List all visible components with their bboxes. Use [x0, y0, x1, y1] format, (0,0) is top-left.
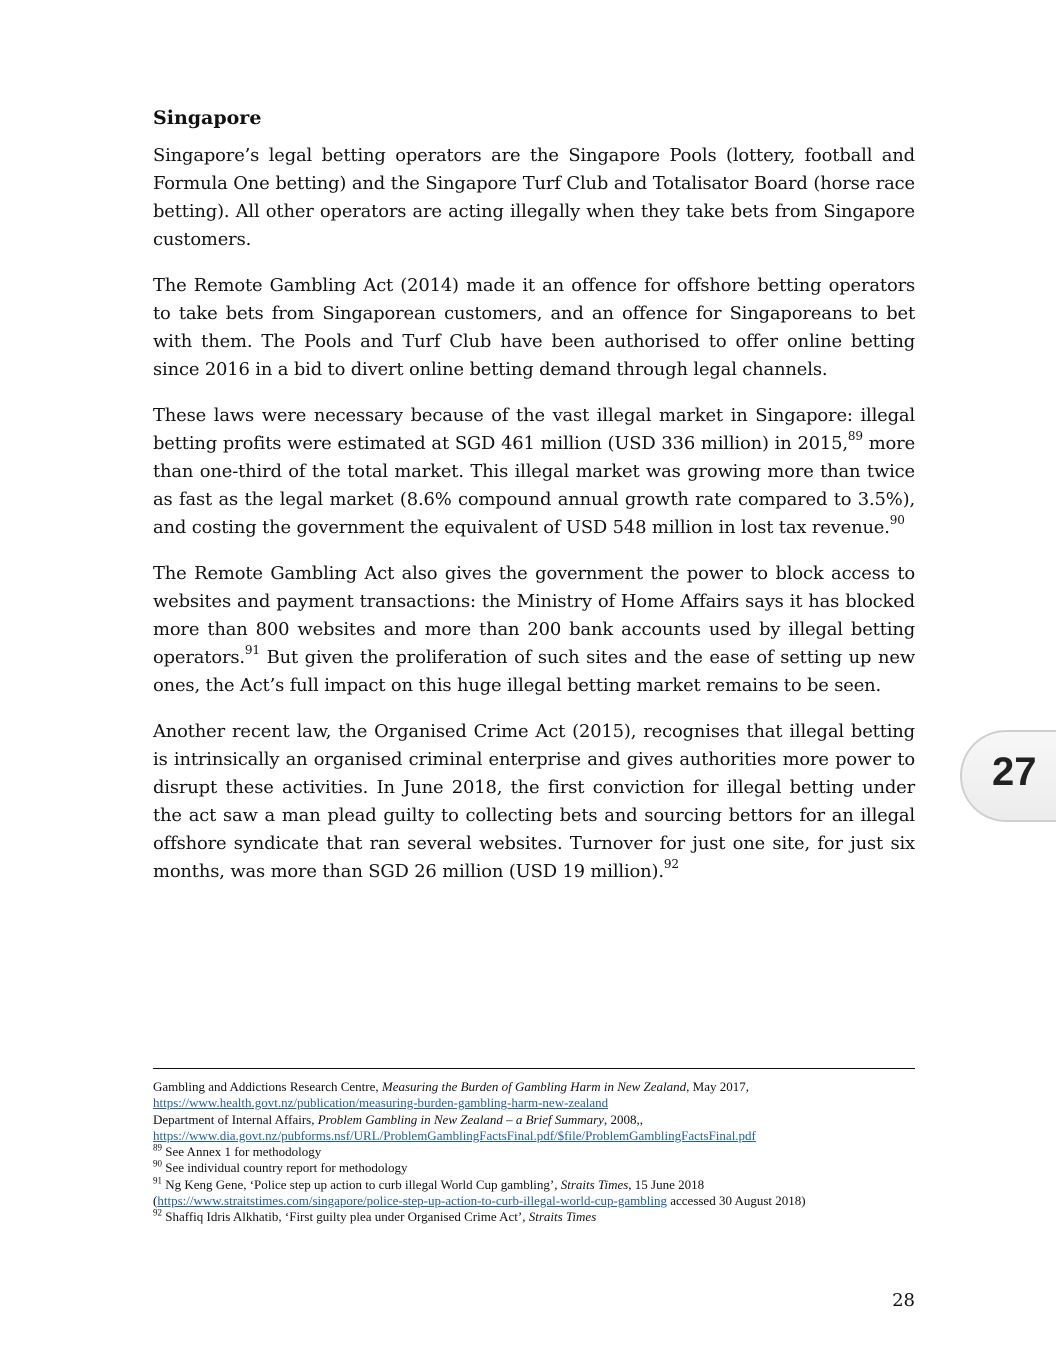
footnote-89: [153, 1144, 915, 1160]
footnote-line: [153, 1193, 915, 1209]
footnote-text: Shaffiq Idris Alkhatib, ‘First guilty plea under Organised Crime Act’,: [162, 1209, 529, 1225]
footnote-text: Ng Keng Gene, ‘Police step up action to curb illegal World Cup gambling’,: [162, 1176, 561, 1192]
paragraph-2: [153, 272, 915, 384]
paragraph-text: Singapore’s legal betting operators are the Singapore Pools (lottery, football and Formula One betting) and the Singapore Turf Club and Totalisator Board (horse race betting). All other operators are acting illegally when they take bets from Singapore customers.: [153, 145, 915, 250]
footnote-link[interactable]: https://www.straitstimes.com/singapore/police-step-up-action-to-curb-illegal-world-cup-gambling: [157, 1193, 667, 1209]
paragraph-text: Another recent law, the Organised Crime Act (2015), recognises that illegal betting is intrinsically an organised criminal enterprise and gives authorities more power to disrupt these activities. In June 2018, the first conviction for illegal betting under the act saw a man plead guilty to collecting bets and sourcing bettors for an illegal offshore syndicate that ran several websites. Turnover for just one site, for just six months, was more than SGD 26 million (USD 19 million).: [153, 721, 915, 882]
footnote-text: (: [153, 1193, 158, 1209]
footnote-text: , May 2017,: [686, 1079, 750, 1094]
paragraph-4: [153, 560, 915, 700]
section-heading: Singapore: [153, 107, 262, 129]
footnote-text: Gambling and Addictions Research Centre,: [153, 1079, 382, 1094]
footnote-ref-90[interactable]: 90: [889, 513, 905, 528]
paragraph-3: [153, 402, 915, 542]
paragraph-text: more than one-third of the total market. This illegal market was growing more than twice as fast as the legal market (8.6% compound annual growth rate compared to 3.5%), and costing the government the equivalent of USD 548 million in lost tax revenue.: [153, 433, 916, 538]
footnote-line: [153, 1079, 915, 1095]
footnote-text: Department of Internal Affairs,: [153, 1111, 318, 1127]
footnote-number: 90: [153, 1159, 162, 1170]
footnote-line: [153, 1128, 915, 1144]
footnote-link[interactable]: https://www.dia.govt.nz/pubforms.nsf/URL/ProblemGamblingFactsFinal.pdf/$file/ProblemGamblingFactsFinal.pdf: [153, 1127, 756, 1143]
footnote-ref-91[interactable]: 91: [244, 643, 260, 658]
footnote-link[interactable]: https://www.health.govt.nz/publication/measuring-burden-gambling-harm-new-zealand: [153, 1095, 609, 1111]
main-content: [153, 104, 915, 904]
footnote-text: See Annex 1 for methodology: [162, 1144, 322, 1160]
paragraph-text: The Remote Gambling Act (2014) made it an offence for offshore betting operators to take bets from Singaporean customers, and an offence for Singaporeans to bet with them. The Pools and Turf Club have been authorised to offer online betting since 2016 in a bid to divert online betting demand through legal channels.: [153, 275, 915, 380]
footnote-divider: [153, 1068, 915, 1069]
footnote-90: [153, 1160, 915, 1176]
footnote-title: Problem Gambling in New Zealand – a Brief Summary: [317, 1111, 604, 1127]
footnote-text: , 2008,,: [603, 1111, 643, 1127]
footnote-title: Measuring the Burden of Gambling Harm in New Zealand: [381, 1079, 687, 1094]
chapter-tab: [960, 730, 1056, 822]
footnote-ref-92[interactable]: 92: [663, 857, 679, 872]
footnote-number: 92: [153, 1208, 162, 1219]
footnote-title: Straits Times: [560, 1176, 629, 1192]
paragraph-1: [153, 142, 915, 254]
page-number: 28: [892, 1290, 915, 1311]
paragraph-text: These laws were necessary because of the vast illegal market in Singapore: illegal betting profits were estimated at SGD 461 million (USD 336 million) in 2015,: [153, 405, 915, 454]
paragraph-text: But given the proliferation of such sites and the ease of setting up new ones, the Act’s full impact on this huge illegal betting market remains to be seen.: [153, 647, 915, 696]
footnote-number: 91: [153, 1175, 162, 1186]
footnote-line: [153, 1112, 915, 1128]
footnote-title: Straits Times: [528, 1209, 597, 1225]
footnote-text: See individual country report for methodology: [162, 1160, 408, 1176]
footnote-91: [153, 1177, 915, 1193]
chapter-tab-number: 27: [992, 750, 1037, 794]
footnotes: [153, 1079, 915, 1226]
footnote-ref-89[interactable]: 89: [847, 429, 863, 444]
footnote-line: [153, 1095, 915, 1111]
footnote-number: 89: [153, 1142, 162, 1153]
footnote-text: accessed 30 August 2018): [666, 1193, 806, 1209]
footnote-text: , 15 June 2018: [628, 1176, 705, 1192]
footnote-92: [153, 1209, 915, 1225]
paragraph-5: [153, 718, 915, 886]
paragraph-text: The Remote Gambling Act also gives the government the power to block access to websites and payment transactions: the Ministry of Home Affairs says it has blocked more than 800 websites and more than 200 bank accounts used by illegal betting operators.: [153, 563, 915, 668]
